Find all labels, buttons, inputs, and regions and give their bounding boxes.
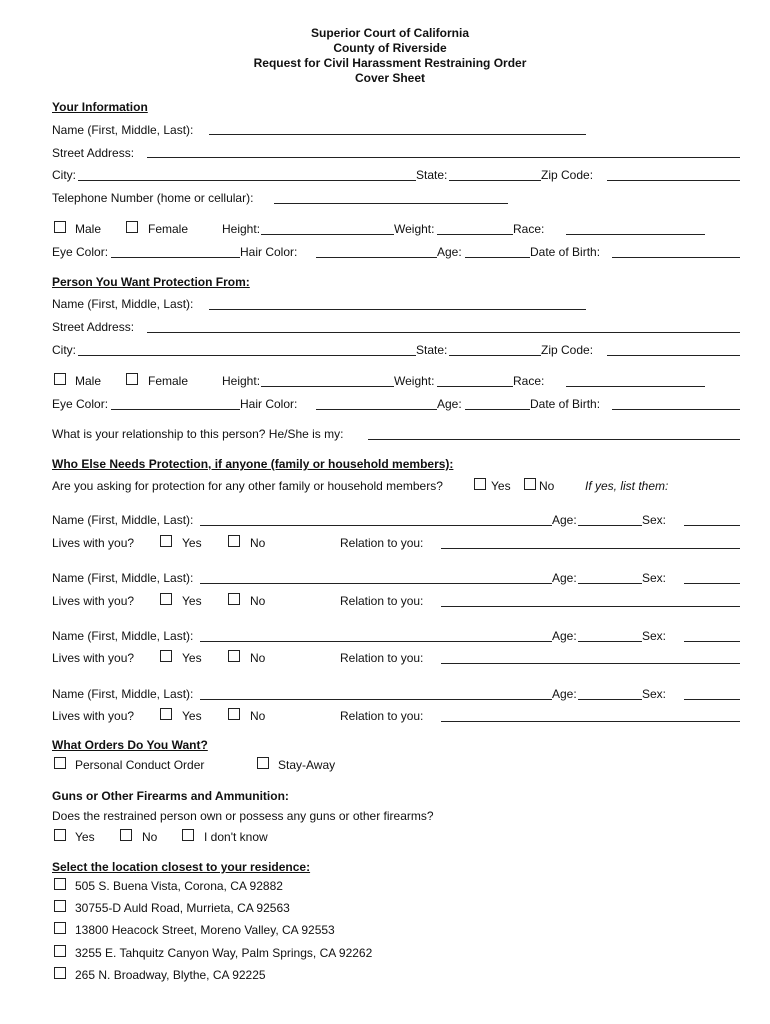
member3-lives-yes-label: Yes xyxy=(182,651,202,665)
restrained-weight-field[interactable] xyxy=(437,386,513,387)
location-corona-checkbox[interactable] xyxy=(54,878,66,890)
guns-question: Does the restrained person own or possess any guns or other firearms? xyxy=(52,809,434,823)
member3-relation-field[interactable] xyxy=(441,663,740,664)
member4-lives-label: Lives with you? xyxy=(52,709,135,723)
member4-relation-field[interactable] xyxy=(441,721,740,722)
restrained-height-field[interactable] xyxy=(261,386,394,387)
member4-lives-no-checkbox[interactable] xyxy=(228,708,240,720)
member1-relation-field[interactable] xyxy=(441,548,740,549)
your-weight-field[interactable] xyxy=(437,234,513,235)
others-no-checkbox[interactable] xyxy=(524,478,536,490)
location-murrieta-label: 30755-D Auld Road, Murrieta, CA 92563 xyxy=(75,901,290,915)
your-height-field[interactable] xyxy=(261,234,394,235)
guns-heading: Guns or Other Firearms and Ammunition: xyxy=(52,789,289,803)
member2-lives-no-checkbox[interactable] xyxy=(228,593,240,605)
your-phone-field[interactable] xyxy=(274,203,508,204)
restrained-eye-label: Eye Color: xyxy=(52,397,109,411)
restrained-dob-label: Date of Birth: xyxy=(530,397,601,411)
your-phone-label: Telephone Number (home or cellular): xyxy=(52,191,254,205)
your-weight-label: Weight: xyxy=(394,222,435,236)
restrained-height-label: Height: xyxy=(222,374,261,388)
member1-name-field[interactable] xyxy=(200,525,552,526)
member3-lives-no-checkbox[interactable] xyxy=(228,650,240,662)
restrained-state-field[interactable] xyxy=(449,355,541,356)
stay-away-checkbox[interactable] xyxy=(257,757,269,769)
your-hair-label: Hair Color: xyxy=(240,245,298,259)
member3-name-label: Name (First, Middle, Last): xyxy=(52,629,194,643)
member1-relation-label: Relation to you: xyxy=(340,536,424,550)
your-race-field[interactable] xyxy=(566,234,705,235)
your-street-label: Street Address: xyxy=(52,146,135,160)
member4-age-label: Age: xyxy=(552,687,577,701)
your-eye-label: Eye Color: xyxy=(52,245,109,259)
others-yes-label: Yes xyxy=(491,479,511,493)
member2-name-field[interactable] xyxy=(200,583,552,584)
your-dob-label: Date of Birth: xyxy=(530,245,601,259)
member2-name-label: Name (First, Middle, Last): xyxy=(52,571,194,585)
member1-sex-label: Sex: xyxy=(642,513,667,527)
member3-sex-label: Sex: xyxy=(642,629,667,643)
location-moreno-valley-checkbox[interactable] xyxy=(54,922,66,934)
your-age-label: Age: xyxy=(437,245,462,259)
restrained-state-label: State: xyxy=(416,343,448,357)
member2-sex-field[interactable] xyxy=(684,583,740,584)
guns-dont-know-checkbox[interactable] xyxy=(182,829,194,841)
others-heading: Who Else Needs Protection, if anyone (family or household members): xyxy=(52,457,454,471)
restrained-weight-label: Weight: xyxy=(394,374,435,388)
restrained-street-label: Street Address: xyxy=(52,320,135,334)
guns-no-label: No xyxy=(142,830,158,844)
location-murrieta-checkbox[interactable] xyxy=(54,900,66,912)
restrained-dob-field[interactable] xyxy=(612,409,740,410)
member3-sex-field[interactable] xyxy=(684,641,740,642)
your-street-field[interactable] xyxy=(147,157,740,158)
member1-age-field[interactable] xyxy=(578,525,642,526)
member1-lives-yes-checkbox[interactable] xyxy=(160,535,172,547)
member1-sex-field[interactable] xyxy=(684,525,740,526)
member3-lives-label: Lives with you? xyxy=(52,651,135,665)
member3-name-field[interactable] xyxy=(200,641,552,642)
member4-lives-yes-checkbox[interactable] xyxy=(160,708,172,720)
member1-age-label: Age: xyxy=(552,513,577,527)
restrained-age-label: Age: xyxy=(437,397,462,411)
your-dob-field[interactable] xyxy=(612,257,740,258)
your-state-field[interactable] xyxy=(449,180,541,181)
your-info-heading: Your Information xyxy=(52,100,148,114)
your-male-checkbox[interactable] xyxy=(54,221,66,233)
others-no-label: No xyxy=(539,479,555,493)
restrained-female-label: Female xyxy=(148,374,189,388)
your-city-field[interactable] xyxy=(78,180,416,181)
restrained-race-field[interactable] xyxy=(566,386,705,387)
member2-relation-label: Relation to you: xyxy=(340,594,424,608)
member3-relation-label: Relation to you: xyxy=(340,651,424,665)
restrained-male-label: Male xyxy=(75,374,102,388)
member2-lives-label: Lives with you? xyxy=(52,594,135,608)
location-palm-springs-label: 3255 E. Tahquitz Canyon Way, Palm Springs, CA 92262 xyxy=(75,946,373,960)
restrained-zip-label: Zip Code: xyxy=(541,343,594,357)
member1-name-label: Name (First, Middle, Last): xyxy=(52,513,194,527)
member1-lives-no-label: No xyxy=(250,536,266,550)
your-zip-label: Zip Code: xyxy=(541,168,594,182)
your-male-label: Male xyxy=(75,222,102,236)
member2-age-label: Age: xyxy=(552,571,577,585)
member3-age-field[interactable] xyxy=(578,641,642,642)
member2-lives-yes-label: Yes xyxy=(182,594,202,608)
member3-lives-yes-checkbox[interactable] xyxy=(160,650,172,662)
member3-age-label: Age: xyxy=(552,629,577,643)
location-palm-springs-checkbox[interactable] xyxy=(54,945,66,957)
member4-lives-yes-label: Yes xyxy=(182,709,202,723)
your-city-label: City: xyxy=(52,168,76,182)
your-name-label: Name (First, Middle, Last): xyxy=(52,123,194,137)
location-blythe-label: 265 N. Broadway, Blythe, CA 92225 xyxy=(75,968,266,982)
member1-lives-label: Lives with you? xyxy=(52,536,135,550)
member4-name-field[interactable] xyxy=(200,699,552,700)
restrained-race-label: Race: xyxy=(513,374,545,388)
form-title: Request for Civil Harassment Restraining Order xyxy=(253,56,527,70)
location-moreno-valley-label: 13800 Heacock Street, Moreno Valley, CA 92553 xyxy=(75,923,335,937)
member1-lives-yes-label: Yes xyxy=(182,536,202,550)
orders-heading: What Orders Do You Want? xyxy=(52,738,208,752)
restrained-person-heading: Person You Want Protection From: xyxy=(52,275,250,289)
member2-relation-field[interactable] xyxy=(441,606,740,607)
personal-conduct-checkbox[interactable] xyxy=(54,757,66,769)
member3-lives-no-label: No xyxy=(250,651,266,665)
member2-age-field[interactable] xyxy=(578,583,642,584)
your-female-checkbox[interactable] xyxy=(126,221,138,233)
your-name-field[interactable] xyxy=(209,134,586,135)
guns-dont-know-label: I don't know xyxy=(204,830,268,844)
restrained-city-label: City: xyxy=(52,343,76,357)
others-yes-checkbox[interactable] xyxy=(474,478,486,490)
personal-conduct-label: Personal Conduct Order xyxy=(75,758,205,772)
member2-lives-yes-checkbox[interactable] xyxy=(160,593,172,605)
restrained-name-field[interactable] xyxy=(209,309,586,310)
member4-sex-field[interactable] xyxy=(684,699,740,700)
member2-lives-no-label: No xyxy=(250,594,266,608)
guns-no-checkbox[interactable] xyxy=(120,829,132,841)
guns-yes-label: Yes xyxy=(75,830,95,844)
restrained-hair-label: Hair Color: xyxy=(240,397,298,411)
restrained-zip-field[interactable] xyxy=(607,355,740,356)
relationship-label: What is your relationship to this person? He/She is my: xyxy=(52,427,344,441)
your-female-label: Female xyxy=(148,222,189,236)
member4-name-label: Name (First, Middle, Last): xyxy=(52,687,194,701)
member4-age-field[interactable] xyxy=(578,699,642,700)
restrained-hair-field[interactable] xyxy=(316,409,437,410)
member4-relation-label: Relation to you: xyxy=(340,709,424,723)
your-race-label: Race: xyxy=(513,222,545,236)
county-name: County of Riverside xyxy=(333,41,447,55)
your-state-label: State: xyxy=(416,168,448,182)
relationship-field[interactable] xyxy=(368,439,740,440)
restrained-street-field[interactable] xyxy=(147,332,740,333)
restrained-age-field[interactable] xyxy=(465,409,530,410)
restrained-city-field[interactable] xyxy=(78,355,416,356)
restrained-male-checkbox[interactable] xyxy=(54,373,66,385)
form-subtitle: Cover Sheet xyxy=(354,71,426,85)
location-corona-label: 505 S. Buena Vista, Corona, CA 92882 xyxy=(75,879,283,893)
your-height-label: Height: xyxy=(222,222,261,236)
court-name: Superior Court of California xyxy=(310,26,469,40)
restrained-female-checkbox[interactable] xyxy=(126,373,138,385)
your-zip-field[interactable] xyxy=(607,180,740,181)
others-question: Are you asking for protection for any other family or household members? xyxy=(52,479,443,493)
member2-sex-label: Sex: xyxy=(642,571,667,585)
location-heading: Select the location closest to your residence: xyxy=(52,860,311,874)
your-hair-field[interactable] xyxy=(316,257,437,258)
member1-lives-no-checkbox[interactable] xyxy=(228,535,240,547)
your-eye-field[interactable] xyxy=(111,257,240,258)
others-if-yes-note: If yes, list them: xyxy=(585,479,669,493)
member4-sex-label: Sex: xyxy=(642,687,667,701)
member4-lives-no-label: No xyxy=(250,709,266,723)
restrained-eye-field[interactable] xyxy=(111,409,240,410)
location-blythe-checkbox[interactable] xyxy=(54,967,66,979)
your-age-field[interactable] xyxy=(465,257,530,258)
guns-yes-checkbox[interactable] xyxy=(54,829,66,841)
restrained-name-label: Name (First, Middle, Last): xyxy=(52,297,194,311)
stay-away-label: Stay-Away xyxy=(278,758,336,772)
